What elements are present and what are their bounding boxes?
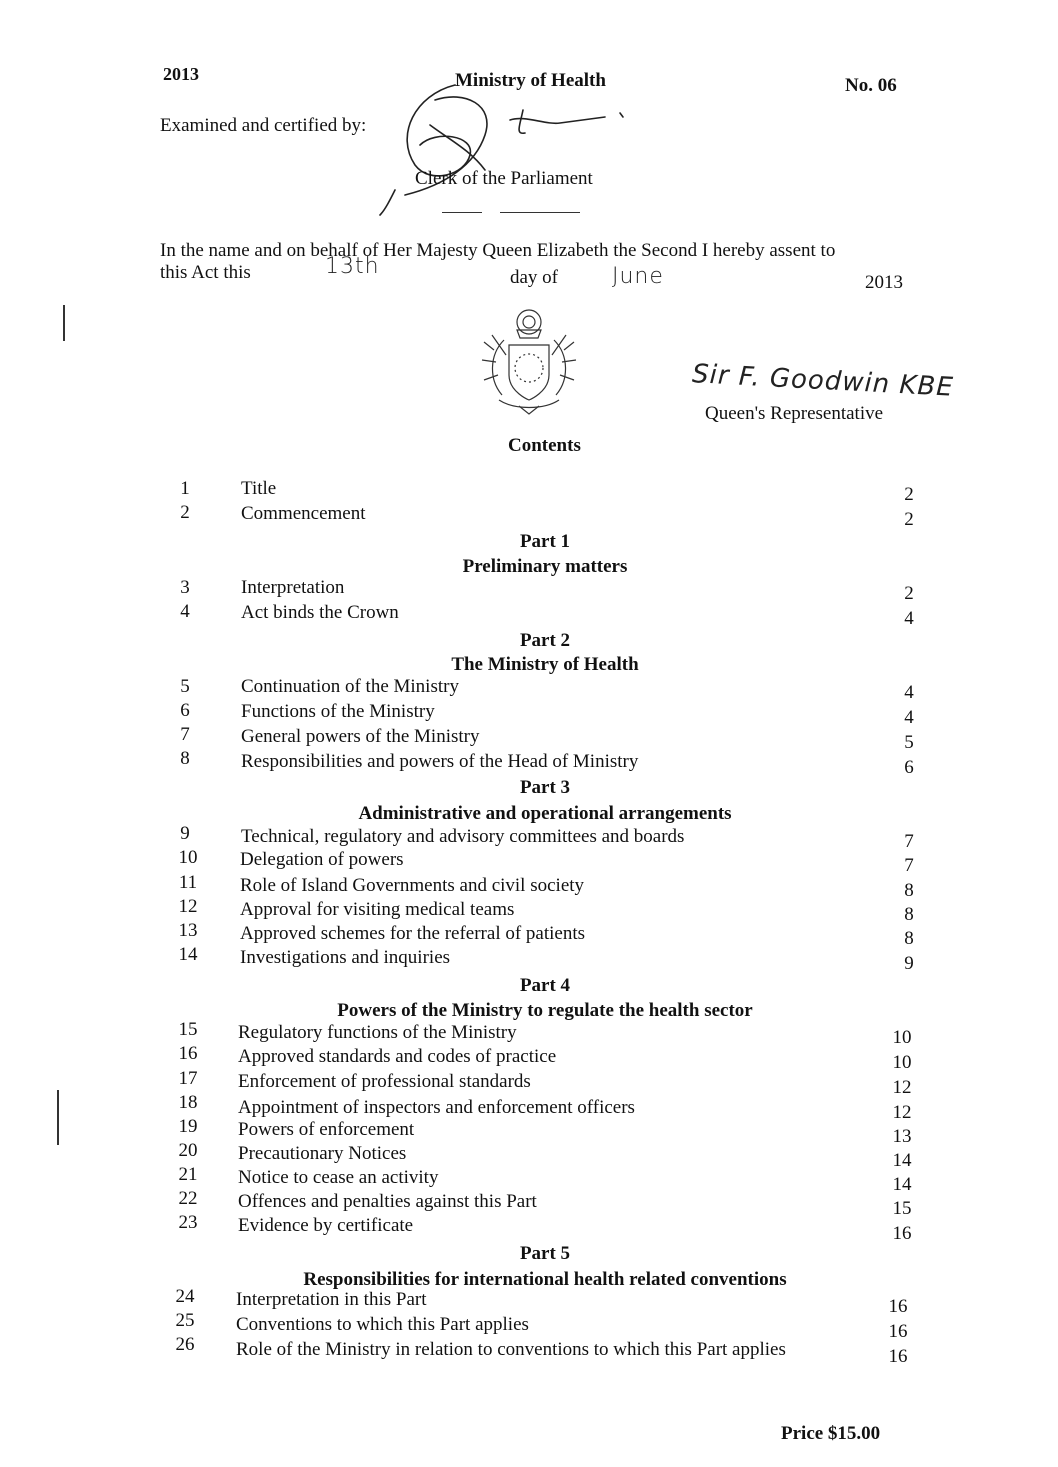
part-heading: The Ministry of Health	[451, 654, 639, 675]
part-label: Part 3	[519, 777, 571, 798]
toc-item-number: 17	[178, 1068, 198, 1089]
toc-item-number: 8	[180, 748, 190, 769]
toc-item-number: 20	[178, 1140, 198, 1161]
toc-item-number: 13	[178, 920, 198, 941]
toc-item-page: 12	[892, 1102, 912, 1123]
toc-item-page: 4	[904, 682, 914, 703]
scan-artifact	[57, 1090, 59, 1145]
toc-item-number: 3	[180, 577, 190, 598]
part-heading: Responsibilities for international health related conventions	[303, 1269, 787, 1290]
toc-item-page: 6	[904, 757, 914, 778]
toc-item-title: Powers of enforcement	[238, 1119, 415, 1140]
toc-item-title: Conventions to which this Part applies	[236, 1314, 529, 1335]
toc-item-title: Act binds the Crown	[241, 602, 399, 623]
toc-item-number: 12	[178, 896, 198, 917]
day-of-label: day of	[510, 267, 559, 288]
toc-item-number: 15	[178, 1019, 198, 1040]
toc-item-number: 24	[175, 1286, 195, 1307]
part-heading: Preliminary matters	[462, 556, 628, 577]
toc-item-title: Technical, regulatory and advisory committees and boards	[241, 826, 685, 847]
toc-item-title: Responsibilities and powers of the Head of Ministry	[241, 751, 639, 772]
toc-item-number: 26	[175, 1334, 195, 1355]
toc-item-page: 7	[904, 831, 914, 852]
toc-item-page: 13	[892, 1126, 912, 1147]
assent-month-handwritten: June	[612, 264, 664, 289]
toc-item-title: Interpretation	[241, 577, 345, 598]
toc-item-page: 12	[892, 1077, 912, 1098]
toc-item-page: 8	[904, 880, 914, 901]
toc-item-number: 22	[178, 1188, 198, 1209]
toc-item-title: Regulatory functions of the Ministry	[238, 1022, 517, 1043]
act-title: Ministry of Health	[455, 70, 606, 91]
toc-item-page: 7	[904, 855, 914, 876]
toc-item-number: 25	[175, 1310, 195, 1331]
toc-item-page: 4	[904, 707, 914, 728]
toc-item-page: 10	[892, 1052, 912, 1073]
contents-heading: Contents	[508, 435, 581, 456]
toc-item-number: 21	[178, 1164, 198, 1185]
toc-item-title: Commencement	[241, 503, 366, 524]
act-number: No. 06	[845, 75, 897, 96]
toc-item-title: Delegation of powers	[240, 849, 404, 870]
part-heading: Administrative and operational arrangements	[358, 803, 732, 824]
toc-item-title: Title	[241, 478, 277, 499]
toc-item-page: 16	[888, 1346, 908, 1367]
toc-item-title: Interpretation in this Part	[236, 1289, 427, 1310]
part-label: Part 5	[519, 1243, 571, 1264]
toc-item-title: Enforcement of professional standards	[238, 1071, 531, 1092]
toc-item-title: Evidence by certificate	[238, 1215, 414, 1236]
queens-representative-label: Queen's Representative	[705, 403, 884, 424]
toc-item-page: 16	[888, 1296, 908, 1317]
toc-item-title: Functions of the Ministry	[241, 701, 435, 722]
assent-year: 2013	[865, 272, 903, 293]
toc-item-number: 7	[180, 724, 190, 745]
divider	[500, 212, 580, 213]
toc-item-number: 18	[178, 1092, 198, 1113]
toc-item-title: Offences and penalties against this Part	[238, 1191, 537, 1212]
toc-item-page: 9	[904, 953, 914, 974]
representative-signature: Sir F. Goodwin KBE	[691, 359, 955, 403]
toc-item-title: Continuation of the Ministry	[241, 676, 459, 697]
toc-item-number: 14	[178, 944, 198, 965]
toc-item-page: 8	[904, 928, 914, 949]
divider	[442, 212, 482, 213]
part-heading: Powers of the Ministry to regulate the health sector	[337, 1000, 753, 1021]
toc-item-page: 2	[904, 583, 914, 604]
toc-item-title: Role of Island Governments and civil society	[240, 875, 585, 896]
clerk-of-parliament-label: Clerk of the Parliament	[415, 168, 593, 189]
toc-item-page: 14	[892, 1150, 912, 1171]
scan-artifact	[63, 305, 65, 341]
toc-item-page: 2	[904, 509, 914, 530]
toc-item-page: 5	[904, 732, 914, 753]
toc-item-title: Notice to cease an activity	[238, 1167, 439, 1188]
toc-item-title: Appointment of inspectors and enforcement officers	[238, 1097, 635, 1118]
toc-item-title: Investigations and inquiries	[240, 947, 451, 968]
toc-item-number: 16	[178, 1043, 198, 1064]
toc-item-page: 4	[904, 608, 914, 629]
part-label: Part 4	[519, 975, 571, 996]
toc-item-title: Role of the Ministry in relation to conventions to which this Part applies	[236, 1339, 786, 1360]
toc-item-title: General powers of the Ministry	[241, 726, 480, 747]
toc-item-page: 2	[904, 484, 914, 505]
toc-item-title: Approval for visiting medical teams	[240, 899, 515, 920]
toc-item-number: 23	[178, 1212, 198, 1233]
price-label: Price $15.00	[781, 1423, 881, 1444]
toc-item-number: 1	[180, 478, 190, 499]
toc-item-page: 16	[888, 1321, 908, 1342]
toc-item-number: 11	[178, 872, 198, 893]
toc-item-number: 2	[180, 502, 190, 523]
toc-item-title: Approved schemes for the referral of patients	[240, 923, 586, 944]
part-label: Part 2	[519, 630, 571, 651]
assent-text-line2: this Act this	[160, 262, 251, 283]
toc-item-number: 9	[180, 823, 190, 844]
toc-item-number: 4	[180, 601, 190, 622]
assent-text-line1: In the name and on behalf of Her Majesty Queen Elizabeth the Second I hereby assent to	[160, 240, 836, 261]
clerk-signature-icon	[375, 75, 645, 225]
toc-item-number: 10	[178, 847, 198, 868]
examined-certified-label: Examined and certified by:	[160, 115, 367, 136]
toc-item-page: 8	[904, 904, 914, 925]
toc-item-number: 19	[178, 1116, 198, 1137]
part-label: Part 1	[519, 531, 571, 552]
act-year: 2013	[163, 64, 199, 84]
toc-item-title: Approved standards and codes of practice	[238, 1046, 557, 1067]
toc-item-number: 5	[180, 676, 190, 697]
toc-item-page: 14	[892, 1174, 912, 1195]
toc-item-number: 6	[180, 700, 190, 721]
assent-day-handwritten: 13th	[325, 254, 380, 279]
toc-item-page: 10	[892, 1027, 912, 1048]
coat-of-arms-icon	[474, 300, 584, 420]
toc-item-page: 16	[892, 1223, 912, 1244]
toc-item-title: Precautionary Notices	[238, 1143, 407, 1164]
toc-item-page: 15	[892, 1198, 912, 1219]
